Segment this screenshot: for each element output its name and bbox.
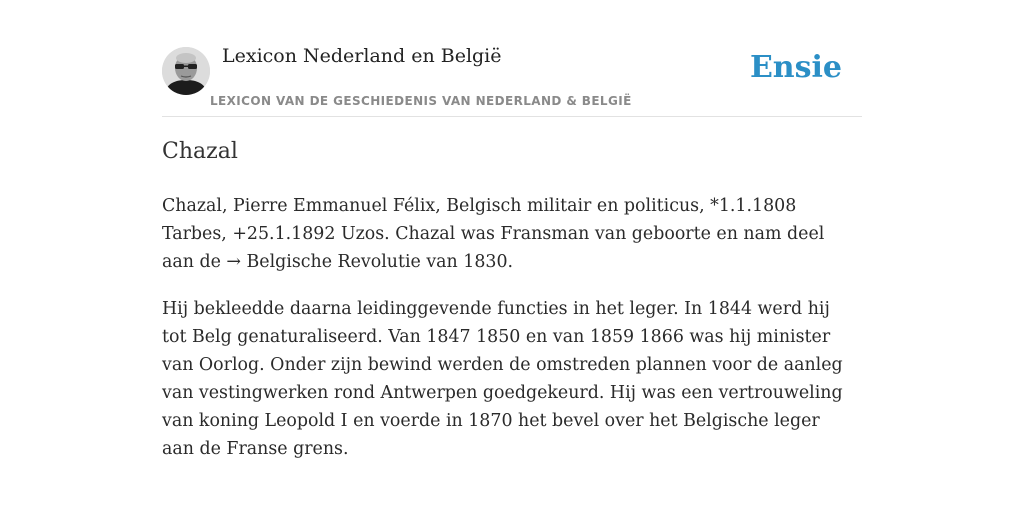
paragraph-1-text: Chazal, Pierre Emmanuel Félix, Belgisch militair en politicus, *1.1.1808 Tarbes, +25.1.1892 Uzos. Chazal was Fransman van geboorte en nam deel aan de	[162, 196, 825, 272]
paragraph-1	[162, 192, 852, 276]
article-title: Chazal	[162, 139, 238, 164]
lexicon-subtitle: LEXICON VAN DE GESCHIEDENIS VAN NEDERLAND & BELGIË	[210, 94, 632, 108]
paragraph-2: Hij bekleedde daarna leidinggevende functies in het leger. In 1844 werd hij tot Belg genaturaliseerd. Van 1847 1850 en van 1859 1866 was hij minister van Oorlog. Onder zijn bewind werden de omstreden plannen voor de aanleg van vestingwerken rond Antwerpen goedgekeurd. Hij was een vertrouweling van koning Leopold I en voerde in 1870 het bevel over het Belgische leger aan de Franse grens.	[162, 299, 843, 459]
ensie-logo[interactable]: Ensie	[749, 50, 842, 85]
author-avatar[interactable]	[162, 47, 210, 95]
avatar-portrait-icon	[162, 47, 210, 95]
article-body	[162, 192, 852, 482]
header	[162, 44, 862, 117]
paragraph-1-end: .	[507, 252, 514, 272]
reference-link-belgische-revolutie[interactable]: → Belgische Revolutie van 1830	[226, 252, 508, 272]
author-name[interactable]: Lexicon Nederland en België	[222, 45, 502, 67]
